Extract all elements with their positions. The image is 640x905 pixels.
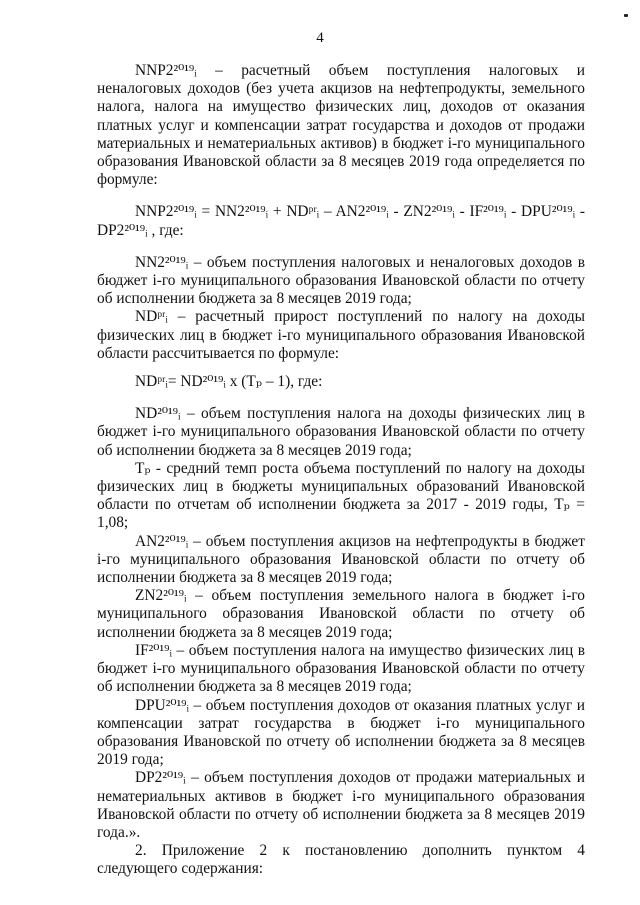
- nnp2-formula: NNP2²⁰¹⁹ᵢ = NN2²⁰¹⁹ᵢ + NDᵖʳᵢ – AN2²⁰¹⁹ᵢ - ZN2²⁰¹⁹ᵢ - IF²⁰¹⁹ᵢ - DPU²⁰¹⁹ᵢ - DP2²⁰¹⁹ᵢ , где:: [97, 203, 585, 239]
- nn2-definition: NN2²⁰¹⁹ᵢ – объем поступления налоговых и неналоговых доходов в бюджет i-го муниципального образования Ивановской области по отчету об исполнении бюджета за 8 месяцев 2019 года;: [97, 253, 585, 308]
- page-number: 4: [316, 30, 324, 46]
- nd-definition: ND²⁰¹⁹ᵢ – объем поступления налога на доходы физических лиц в бюджет i-го муниципального образования Ивановской области по отчету об исполнении бюджета за 8 месяцев 2019 года;: [97, 405, 585, 459]
- dp2-definition: DP2²⁰¹⁹ᵢ – объем поступления доходов от продажи материальных и нематериальных активов в бюджет i-го муниципального образования Ивановской области по отчету об исполнении бюджета за 8 месяцев 2019 года.».: [97, 769, 585, 841]
- dpu-definition: DPU²⁰¹⁹ᵢ – объем поступления доходов от оказания платных услуг и компенсации затрат государства в бюджет i-го муниципального образования Ивановской по отчету об исполнении бюджета за 8 месяцев 2019 года;: [97, 696, 585, 769]
- nnp2-definition: NNP2²⁰¹⁹ᵢ – расчетный объем поступления налоговых и неналоговых доходов (без учета акцизов на нефтепродукты, земельного налога, налога на имущество физических лиц, доходов от оказания платных услуг и компенсации затрат государства и доходов от продажи материальных и нематериальных активов) в бюджет i-го муниципального образования Ивановской области за 8 месяцев 2019 года определяется по формуле:: [97, 62, 585, 189]
- item-2: 2. Приложение 2 к постановлению дополнить пунктом 4 следующего содержания:: [97, 842, 585, 878]
- ndpr-definition: NDᵖʳᵢ – расчетный прирост поступлений по налогу на доходы физических лиц в бюджет i-го муниципального образования Ивановской области рассчитывается по формуле:: [97, 308, 585, 362]
- ndpr-formula: NDᵖʳᵢ= ND²⁰¹⁹ᵢ x (Tₚ – 1), где:: [135, 373, 323, 391]
- document-body: [97, 62, 585, 879]
- if-definition: IF²⁰¹⁹ᵢ – объем поступления налога на имущество физических лиц в бюджет i-го муниципального образования Ивановской области по отчету об исполнении бюджета за 8 месяцев 2019 года;: [97, 641, 585, 696]
- zn2-definition: ZN2²⁰¹⁹ᵢ – объем поступления земельного налога в бюджет i-го муниципального образования Ивановской области по отчету об исполнении бюджета за 8 месяцев 2019 года;: [97, 587, 585, 641]
- an2-definition: AN2²⁰¹⁹ᵢ – объем поступления акцизов на нефтепродукты в бюджет i-го муниципального образования Ивановской области по отчету об исполнении бюджета за 8 месяцев 2019 года;: [97, 532, 585, 587]
- scan-mark: [624, 14, 628, 17]
- tp-definition: Tₚ - средний темп роста объема поступлений по налогу на доходы физических лиц в бюджеты муниципальных образований Ивановской области по отчетам об исполнении бюджета за 2017 - 2019 годы, Tₚ = 1,08;: [97, 459, 585, 532]
